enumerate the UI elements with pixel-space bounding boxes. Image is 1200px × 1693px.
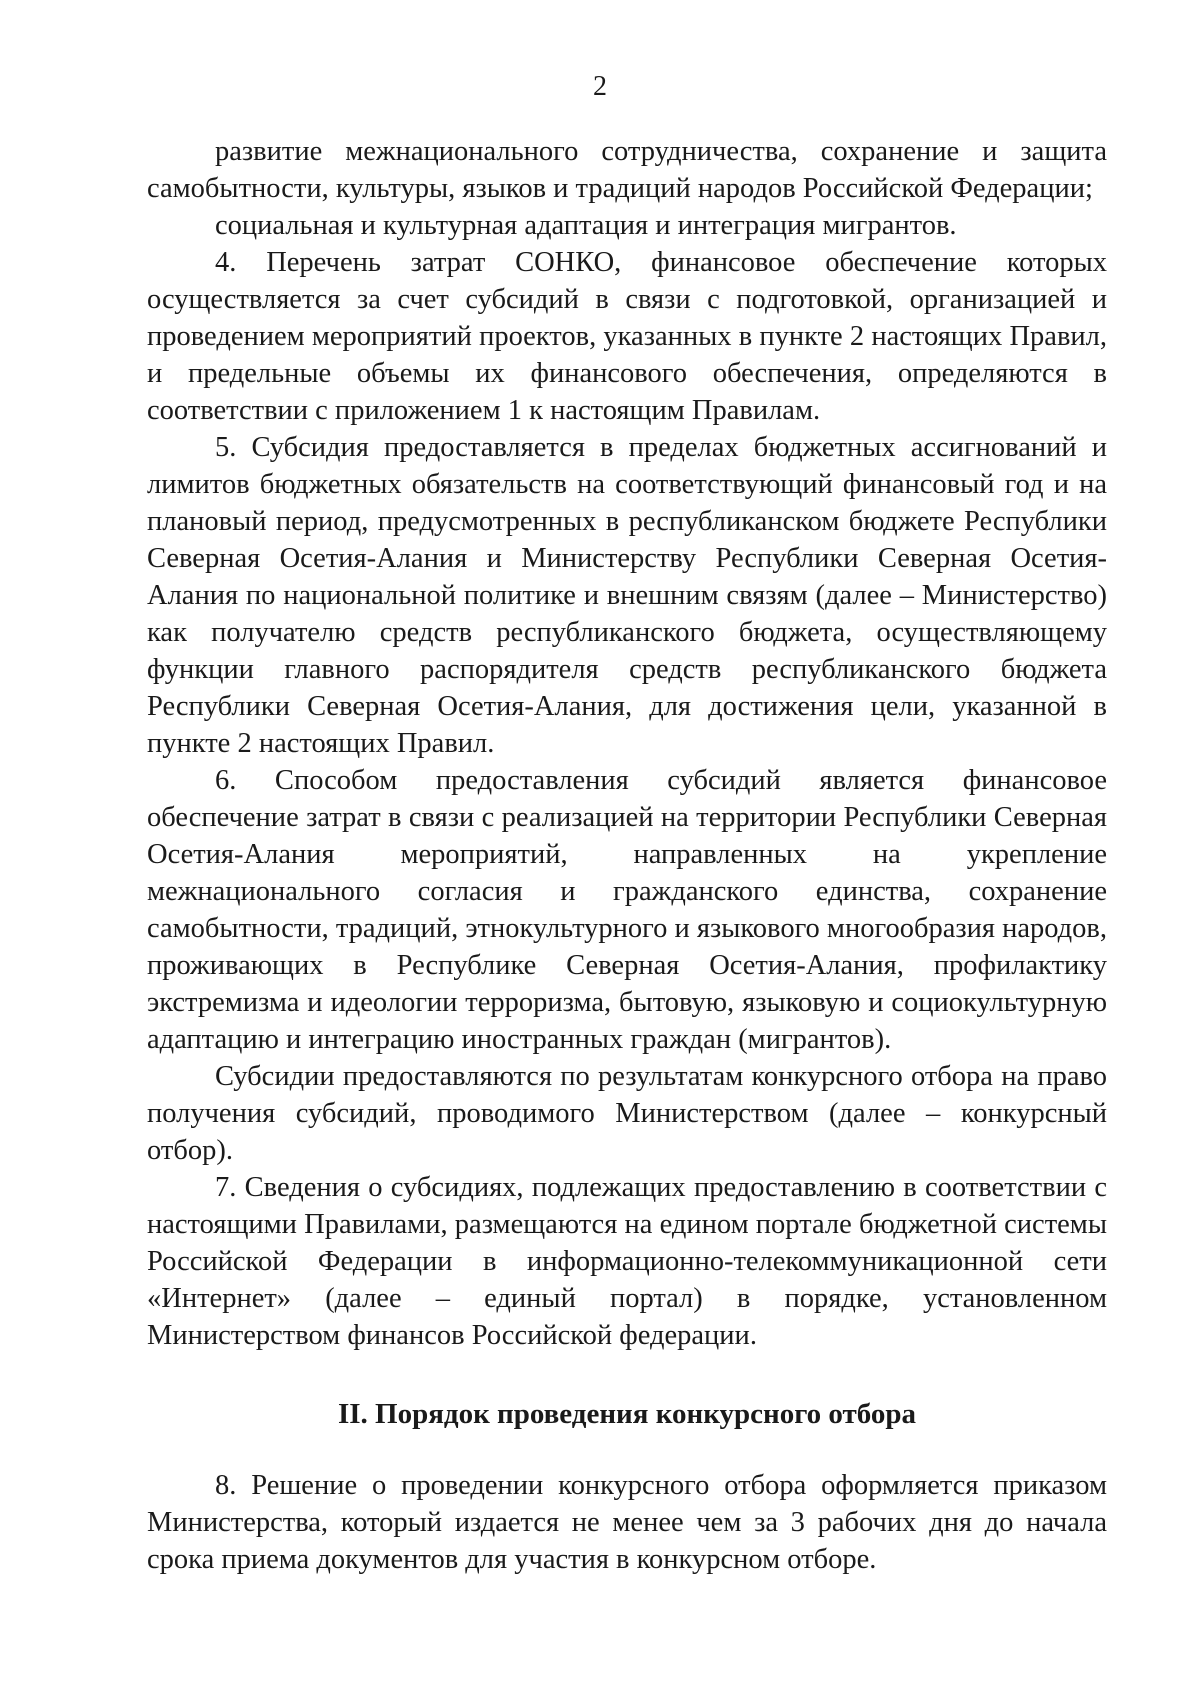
paragraph: 8. Решение о проведении конкурсного отбора оформляется приказом Министерства, который издается не менее чем за 3 рабочих дня до начала срока приема документов для участия в конкурсном отборе. — [147, 1470, 1107, 1575]
paragraph: 4. Перечень затрат СОНКО, финансовое обеспечение которых осуществляется за счет субсидий в связи с подготовкой, организацией и проведением мероприятий проектов, указанных в пункте 2 настоящих Правил, и предельные объемы их финансового обеспечения, определяются в соответствии с приложением 1 к настоящим Правилам. — [147, 247, 1107, 426]
page-number: 2 — [593, 71, 607, 102]
document-body — [147, 133, 1107, 1354]
paragraph: развитие межнационального сотрудничества, сохранение и защита самобытности, культуры, языков и традиций народов Российской Федерации; — [147, 136, 1107, 204]
paragraph: 6. Способом предоставления субсидий является финансовое обеспечение затрат в связи с реализацией на территории Республики Северная Осетия-Алания мероприятий, направленных на укрепление межнационального согласия и гражданского единства, сохранение самобытности, традиций, этнокультурного и языкового многообразия народов, проживающих в Республике Северная Осетия-Алания, профилактику экстремизма и идеологии терроризма, бытовую, языковую и социокультурную адаптацию и интеграцию иностранных граждан (мигрантов). — [147, 765, 1107, 1055]
section-body — [147, 1467, 1107, 1578]
section-heading: II. Порядок проведения конкурсного отбора — [337, 1398, 917, 1430]
paragraph: 5. Субсидия предоставляется в пределах бюджетных ассигнований и лимитов бюджетных обязательств на соответствующий финансовый год и на плановый период, предусмотренных в республиканском бюджете Республики Северная Осетия-Алания и Министерству Республики Северная Осетия-Алания по национальной политике и внешним связям (далее – Министерство) как получателю средств республиканского бюджета, осуществляющему функции главного распорядителя средств республиканского бюджета Республики Северная Осетия-Алания, для достижения цели, указанной в пункте 2 настоящих Правил. — [147, 432, 1107, 759]
paragraph: Субсидии предоставляются по результатам конкурсного отбора на право получения субсидий, проводимого Министерством (далее – конкурсный отбор). — [147, 1061, 1107, 1166]
paragraph: 7. Сведения о субсидиях, подлежащих предоставлению в соответствии с настоящими Правилами, размещаются на едином портале бюджетной системы Российской Федерации в информационно-телекоммуникационной сети «Интернет» (далее – единый портал) в порядке, установленном Министерством финансов Российской федерации. — [147, 1172, 1107, 1351]
paragraph: социальная и культурная адаптация и интеграция мигрантов. — [215, 210, 957, 241]
